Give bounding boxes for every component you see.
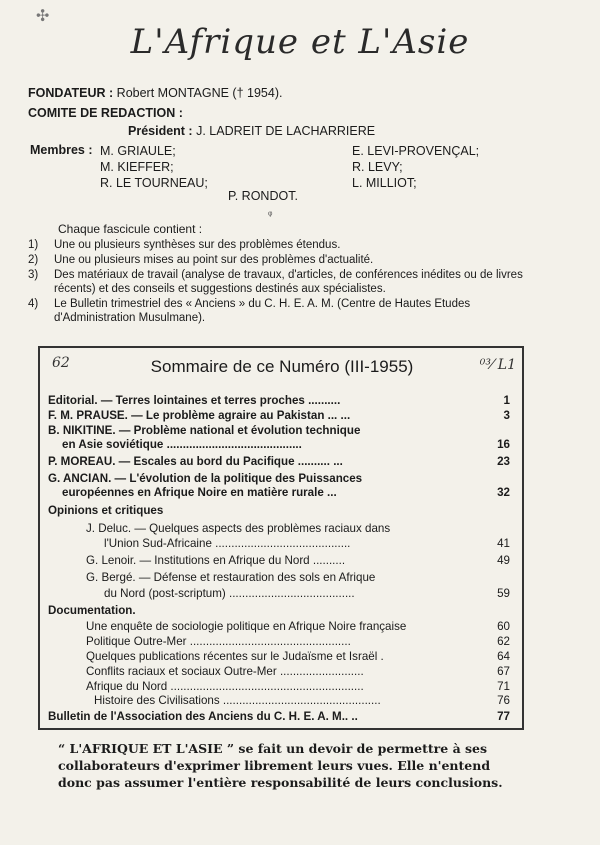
toc-row: Politique Outre-Mer .................................................. 62 (86, 635, 510, 648)
toc-row: P. MOREAU. — Escales au bord du Pacifique .......... ... 23 (48, 455, 510, 468)
toc-row: G. Bergé. — Défense et restauration des sols en Afrique (86, 571, 376, 584)
toc-row: Afrique du Nord ............................................................ 71 (86, 680, 510, 693)
member: E. LEVI-PROVENÇAL; (352, 144, 480, 158)
president-label: Président : (128, 124, 193, 138)
list-item: 3) Des matériaux de travail (analyse de travaux, d'articles, de conférences inédites ou de livres récents) et des conseils et suggestions destinés aux spécialistes. (28, 269, 523, 295)
member: M. KIEFFER; (100, 160, 174, 174)
toc-row: européennes en Afrique Noire en matière rurale ... 32 (62, 486, 510, 499)
committee-label: COMITE DE REDACTION : (28, 106, 183, 120)
corner-mark: ✣ (36, 8, 50, 25)
list-item: 2) Une ou plusieurs mises au point sur des problèmes d'actualité. (28, 254, 374, 266)
member: R. LE TOURNEAU; (100, 176, 208, 190)
founder-line (28, 86, 282, 100)
toc-row: J. Deluc. — Quelques aspects des problèmes raciaux dans (86, 522, 391, 535)
member: M. GRIAULE; (100, 144, 176, 158)
member: R. LEVY; (352, 160, 403, 174)
members-right-column (352, 143, 479, 191)
toc-row: Une enquête de sociologie politique en Afrique Noire française 60 (86, 620, 510, 633)
list-item: 4) Le Bulletin trimestriel des « Anciens » du C. H. E. A. M. (Centre de Hautes Etudes d'Administration Musulmane). (28, 298, 471, 324)
toc-row: F. M. PRAUSE. — Le problème agraire au Pakistan ... ... 3 (48, 409, 510, 422)
member-center: P. RONDOT. (228, 189, 298, 203)
founder-label: FONDATEUR : (28, 86, 114, 100)
toc-row: du Nord (post-scriptum) ....................................... 59 (104, 587, 510, 600)
handwritten-note-right: ⁰³⁄ L1 (479, 357, 516, 373)
small-mark: ᵠ (268, 210, 273, 221)
toc-row: en Asie soviétique .......................................... 16 (62, 438, 510, 451)
toc-row: l'Union Sud-Africaine .......................................... 41 (104, 537, 510, 550)
list-item: 1) Une ou plusieurs synthèses sur des problèmes étendus. (28, 239, 341, 251)
toc-row: Quelques publications récentes sur le Judaïsme et Israël . 64 (86, 650, 510, 663)
toc-row: G. Lenoir. — Institutions en Afrique du Nord .......... 49 (86, 554, 510, 567)
founder-value: Robert MONTAGNE († 1954). (116, 86, 283, 100)
contents-intro: Chaque fascicule contient : (58, 222, 203, 236)
editorial-disclaimer: “ L'AFRIQUE ET L'ASIE ” se fait un devoir de permettre à ses collaborateurs d'exprimer librement leurs vues. Elle n'entend donc pas assumer l'entière responsabilité de leurs conclusions. (58, 741, 503, 790)
summary-title-line (40, 357, 524, 377)
members-label: Membres : (30, 143, 93, 157)
toc-row: B. NIKITINE. — Problème national et évolution technique (48, 424, 361, 437)
contents-list (28, 238, 523, 326)
toc-row: Bulletin de l'Association des Anciens du C. H. E. A. M.. .. 77 (48, 710, 510, 723)
president-value: J. LADREIT DE LACHARRIERE (196, 124, 376, 138)
handwritten-note-left: 62 (52, 355, 70, 371)
president-line (128, 124, 375, 138)
toc-row: Conflits raciaux et sociaux Outre-Mer .......................... 67 (86, 665, 510, 678)
toc-row: Histoire des Civilisations ................................................. 76 (94, 694, 510, 707)
toc-row: Editorial. — Terres lointaines et terres proches .......... 1 (48, 394, 510, 407)
toc-section-heading: Documentation. (48, 604, 136, 617)
toc-row: G. ANCIAN. — L'évolution de la politique des Puissances (48, 472, 363, 485)
toc-section-heading: Opinions et critiques (48, 504, 164, 517)
member: L. MILLIOT; (352, 176, 417, 190)
table-of-contents (48, 394, 510, 724)
members-left-column (100, 143, 208, 191)
summary-title: Sommaire de ce Numéro (III-1955) (150, 357, 414, 376)
journal-title: L'Afrique et L'Asie (130, 22, 470, 62)
